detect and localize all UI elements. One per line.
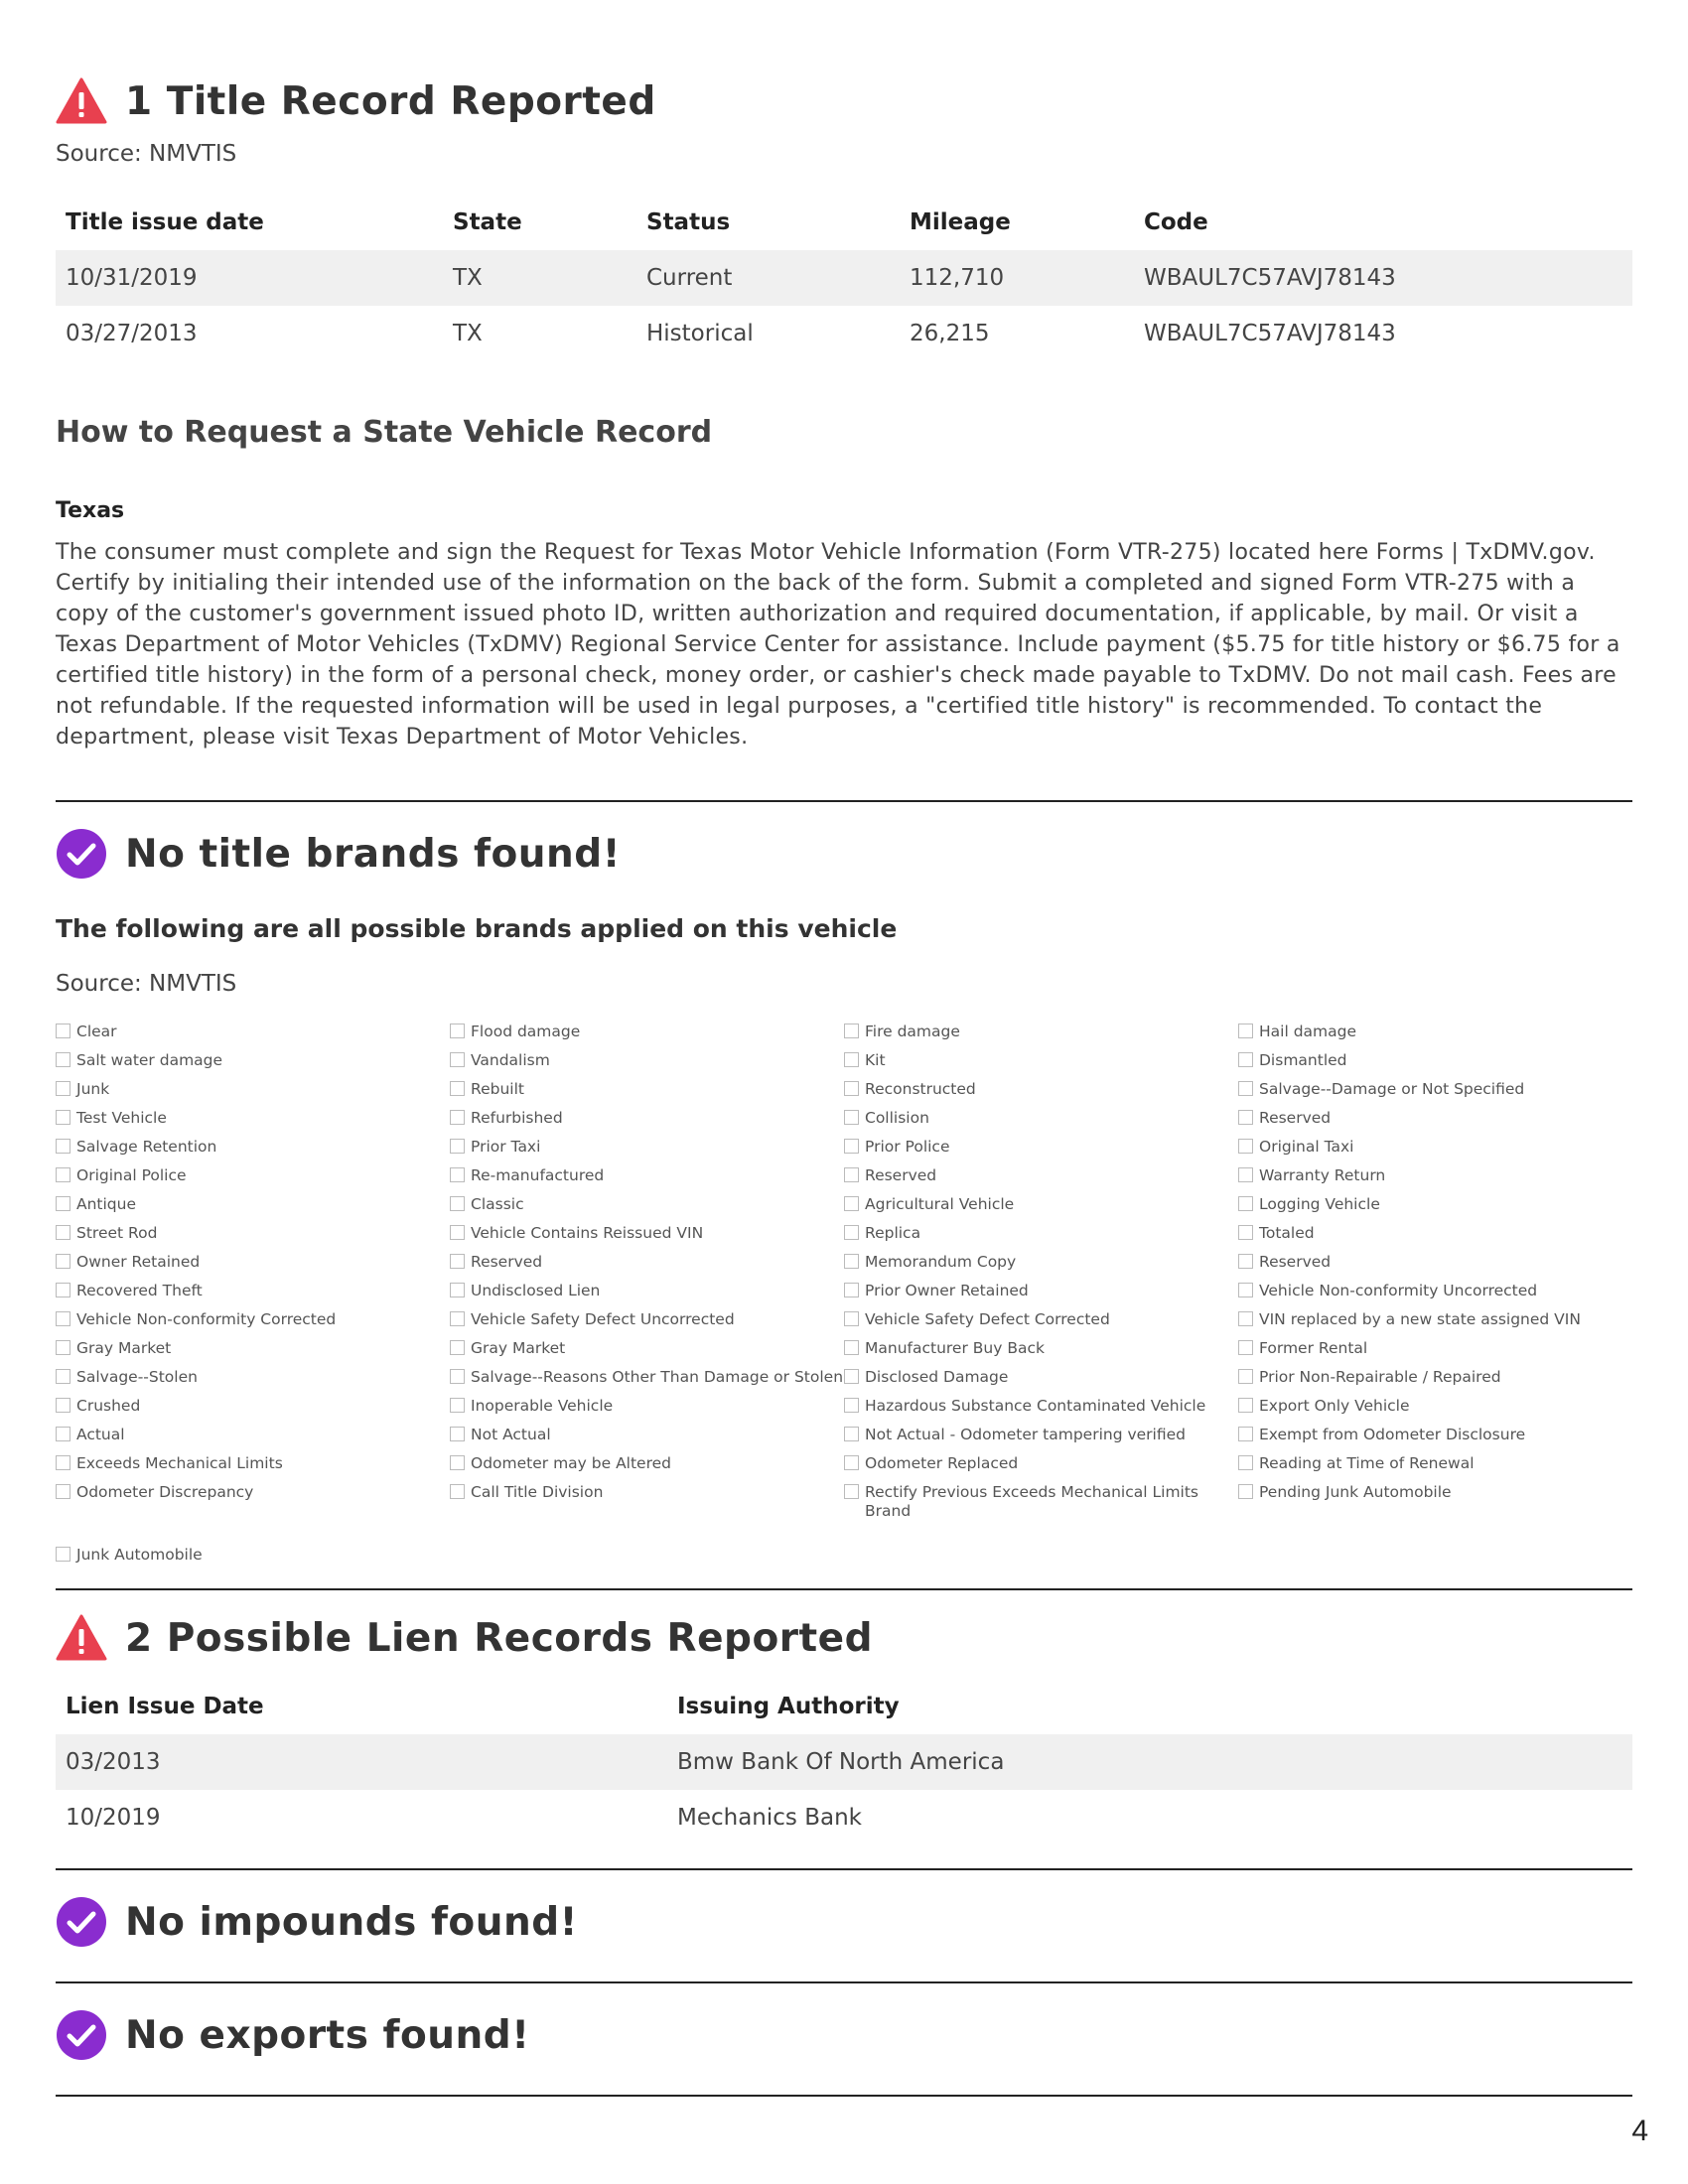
checkbox-icon[interactable] — [1238, 1225, 1253, 1240]
brand-label: Refurbished — [471, 1109, 563, 1127]
brand-label: Warranty Return — [1259, 1166, 1386, 1184]
checkbox-icon[interactable] — [1238, 1311, 1253, 1326]
brand-label: Rectify Previous Exceeds Mechanical Limits Brand — [865, 1483, 1198, 1520]
checkbox-icon[interactable] — [450, 1081, 465, 1096]
brand-checkbox-item[interactable] — [56, 1220, 450, 1249]
mileage: 112,710 — [900, 250, 1134, 306]
checkbox-icon[interactable] — [844, 1110, 859, 1125]
brand-label: Hail damage — [1259, 1023, 1357, 1040]
brand-label: Antique — [76, 1195, 137, 1213]
brand-label: Collision — [865, 1109, 929, 1127]
brand-checkbox-item[interactable] — [56, 1306, 450, 1335]
checkbox-icon[interactable] — [1238, 1167, 1253, 1182]
brand-checkbox-item[interactable] — [450, 1306, 844, 1335]
brand-checkbox-item[interactable] — [844, 1249, 1238, 1278]
checkbox-icon[interactable] — [844, 1398, 859, 1413]
checkbox-icon[interactable] — [1238, 1081, 1253, 1096]
brand-checkbox-item[interactable] — [1238, 1220, 1632, 1249]
brand-label: Vehicle Contains Reissued VIN — [471, 1224, 704, 1242]
brand-label: Junk — [76, 1080, 110, 1098]
checkbox-icon[interactable] — [1238, 1196, 1253, 1211]
brand-label: Owner Retained — [76, 1253, 201, 1271]
brand-checkbox-item[interactable] — [56, 1191, 450, 1220]
checkbox-icon[interactable] — [1238, 1052, 1253, 1067]
checkbox-icon[interactable] — [1238, 1455, 1253, 1470]
lien-heading — [56, 1614, 873, 1662]
checkbox-icon[interactable] — [56, 1369, 70, 1384]
brand-label: Flood damage — [471, 1023, 581, 1040]
brand-label: Pending Junk Automobile — [1259, 1483, 1452, 1501]
brand-label: Export Only Vehicle — [1259, 1397, 1410, 1415]
checkbox-icon[interactable] — [56, 1484, 70, 1499]
brand-label: Salvage Retention — [76, 1138, 217, 1156]
check-circle-icon — [56, 2009, 107, 2061]
checkbox-icon[interactable] — [450, 1484, 465, 1499]
checkbox-icon[interactable] — [844, 1340, 859, 1355]
brand-label: Vehicle Non-conformity Corrected — [76, 1310, 337, 1328]
brand-checkbox-item[interactable] — [450, 1450, 844, 1479]
brand-checkbox-item[interactable] — [844, 1162, 1238, 1191]
checkbox-icon[interactable] — [844, 1455, 859, 1470]
brand-label: Recovered Theft — [76, 1282, 203, 1299]
brands-heading — [56, 828, 621, 880]
brand-label: Logging Vehicle — [1259, 1195, 1380, 1213]
brand-label: Street Rod — [76, 1224, 158, 1242]
divider — [56, 1588, 1632, 1590]
brand-checkbox-item[interactable] — [844, 1479, 1238, 1521]
brand-label: Reserved — [865, 1166, 937, 1184]
divider — [56, 800, 1632, 802]
brand-checkbox-item[interactable] — [844, 1076, 1238, 1105]
title-record-source: Source: NMVTIS — [56, 141, 237, 167]
checkbox-icon[interactable] — [844, 1052, 859, 1067]
exports-heading — [56, 2009, 530, 2061]
checkbox-icon[interactable] — [56, 1196, 70, 1211]
checkbox-icon[interactable] — [56, 1547, 70, 1562]
exports-title: No exports found! — [125, 2012, 530, 2058]
brand-label: Reserved — [1259, 1253, 1332, 1271]
brand-label: Odometer may be Altered — [471, 1454, 671, 1472]
brand-checkbox-item[interactable] — [1238, 1047, 1632, 1076]
checkbox-icon[interactable] — [1238, 1110, 1253, 1125]
brand-label: Exempt from Odometer Disclosure — [1259, 1426, 1526, 1443]
state: TX — [453, 321, 483, 346]
brand-label: Salvage--Reasons Other Than Damage or Stolen — [471, 1368, 844, 1386]
checkbox-icon[interactable] — [844, 1311, 859, 1326]
checkbox-icon[interactable] — [450, 1167, 465, 1182]
brand-label: Gray Market — [471, 1339, 566, 1357]
checkbox-icon[interactable] — [56, 1167, 70, 1182]
checkbox-icon[interactable] — [844, 1369, 859, 1384]
brands-grid — [56, 1019, 1632, 1565]
checkbox-icon[interactable] — [844, 1283, 859, 1297]
brand-checkbox-item[interactable] — [1238, 1393, 1632, 1422]
brand-checkbox-item[interactable] — [56, 1450, 450, 1479]
brand-checkbox-item[interactable] — [56, 1278, 450, 1306]
brand-checkbox-item[interactable] — [450, 1134, 844, 1162]
brand-label: Dismantled — [1259, 1051, 1347, 1069]
brand-checkbox-item[interactable] — [56, 1105, 450, 1134]
checkbox-icon[interactable] — [450, 1196, 465, 1211]
brand-checkbox-item[interactable] — [844, 1450, 1238, 1479]
lien-title: 2 Possible Lien Records Reported — [125, 1615, 873, 1661]
checkbox-icon[interactable] — [450, 1052, 465, 1067]
status: Current — [636, 250, 900, 306]
impounds-heading — [56, 1896, 578, 1948]
brand-label: Disclosed Damage — [865, 1368, 1009, 1386]
brand-checkbox-item[interactable] — [450, 1364, 844, 1393]
brand-checkbox-item[interactable] — [56, 1019, 450, 1047]
brand-label: Exceeds Mechanical Limits — [76, 1454, 283, 1472]
title-table-header — [56, 195, 1632, 250]
brand-checkbox-item[interactable] — [1238, 1076, 1632, 1105]
brand-label: Salvage--Stolen — [76, 1368, 198, 1386]
brand-checkbox-item[interactable] — [450, 1335, 844, 1364]
divider — [56, 2095, 1632, 2097]
checkbox-icon[interactable] — [56, 1024, 70, 1038]
brand-checkbox-item[interactable] — [844, 1306, 1238, 1335]
brand-checkbox-item[interactable] — [450, 1191, 844, 1220]
title-issue-date: 03/27/2013 — [66, 321, 198, 346]
brand-checkbox-item[interactable] — [1238, 1249, 1632, 1278]
brand-checkbox-item[interactable] — [844, 1393, 1238, 1422]
brand-checkbox-item[interactable] — [56, 1249, 450, 1278]
title-issue-date: 10/31/2019 — [56, 250, 443, 306]
checkbox-icon[interactable] — [450, 1340, 465, 1355]
issuing-authority: Mechanics Bank — [677, 1805, 862, 1831]
brand-checkbox-item[interactable] — [56, 1335, 450, 1364]
state: TX — [443, 250, 636, 306]
checkbox-icon[interactable] — [1238, 1340, 1253, 1355]
checkbox-icon[interactable] — [844, 1024, 859, 1038]
brand-label: Fire damage — [865, 1023, 960, 1040]
checkbox-icon[interactable] — [56, 1455, 70, 1470]
code: WBAUL7C57AVJ78143 — [1144, 321, 1396, 346]
brand-checkbox-item[interactable] — [1238, 1422, 1632, 1450]
checkbox-icon[interactable] — [450, 1398, 465, 1413]
brand-checkbox-item[interactable] — [450, 1105, 844, 1134]
brand-label: Re-manufactured — [471, 1166, 605, 1184]
column-header: State — [453, 209, 522, 235]
brand-label: Reading at Time of Renewal — [1259, 1454, 1475, 1472]
checkbox-icon[interactable] — [844, 1196, 859, 1211]
status: Historical — [646, 321, 754, 346]
brand-label: Hazardous Substance Contaminated Vehicle — [865, 1397, 1206, 1415]
brand-checkbox-item[interactable] — [1238, 1364, 1632, 1393]
request-heading: How to Request a State Vehicle Record — [56, 415, 713, 450]
brand-checkbox-item[interactable] — [56, 1134, 450, 1162]
brand-checkbox-item[interactable] — [56, 1364, 450, 1393]
checkbox-icon[interactable] — [1238, 1484, 1253, 1499]
table-row — [56, 306, 1632, 361]
checkbox-icon[interactable] — [844, 1225, 859, 1240]
checkbox-icon[interactable] — [450, 1110, 465, 1125]
checkbox-icon[interactable] — [450, 1427, 465, 1441]
request-state: Texas — [56, 498, 125, 523]
checkbox-icon[interactable] — [450, 1254, 465, 1269]
brand-checkbox-item[interactable] — [450, 1479, 844, 1521]
brand-checkbox-item[interactable] — [844, 1422, 1238, 1450]
brand-label: Salt water damage — [76, 1051, 223, 1069]
brand-label: Kit — [865, 1051, 886, 1069]
brand-checkbox-item[interactable] — [844, 1105, 1238, 1134]
checkbox-icon[interactable] — [844, 1427, 859, 1441]
lien-table — [56, 1679, 1632, 1845]
checkbox-icon[interactable] — [844, 1254, 859, 1269]
brand-label: Not Actual - Odometer tampering verified — [865, 1426, 1187, 1443]
brand-label: Not Actual — [471, 1426, 551, 1443]
lien-issue-date: 03/2013 — [56, 1734, 667, 1790]
brand-label: Call Title Division — [471, 1483, 604, 1501]
column-header: Lien Issue Date — [66, 1694, 264, 1719]
brand-checkbox-item[interactable] — [844, 1278, 1238, 1306]
checkbox-icon[interactable] — [56, 1427, 70, 1441]
brand-checkbox-item[interactable] — [450, 1047, 844, 1076]
column-header: Title issue date — [66, 209, 264, 235]
brand-checkbox-item[interactable] — [1238, 1450, 1632, 1479]
divider — [56, 1981, 1632, 1983]
brand-label: Original Taxi — [1259, 1138, 1354, 1156]
divider — [56, 1868, 1632, 1870]
brand-checkbox-item[interactable] — [450, 1162, 844, 1191]
brand-checkbox-item[interactable] — [450, 1076, 844, 1105]
brand-checkbox-item[interactable] — [1238, 1162, 1632, 1191]
brand-checkbox-item[interactable] — [450, 1019, 844, 1047]
check-circle-icon — [56, 1896, 107, 1948]
column-header: Code — [1144, 209, 1208, 235]
brand-checkbox-item[interactable] — [56, 1162, 450, 1191]
brand-label: Manufacturer Buy Back — [865, 1339, 1045, 1357]
brand-checkbox-item[interactable] — [1238, 1105, 1632, 1134]
brand-label: Junk Automobile — [76, 1546, 203, 1564]
page-number: 4 — [1631, 2115, 1648, 2147]
brand-label: Prior Non-Repairable / Repaired — [1259, 1368, 1501, 1386]
checkbox-icon[interactable] — [450, 1139, 465, 1154]
brand-label: Original Police — [76, 1166, 187, 1184]
brand-label: Test Vehicle — [76, 1109, 167, 1127]
checkbox-icon[interactable] — [1238, 1398, 1253, 1413]
column-header: Status — [646, 209, 731, 235]
checkbox-icon[interactable] — [450, 1024, 465, 1038]
checkbox-icon[interactable] — [56, 1283, 70, 1297]
brand-checkbox-item[interactable] — [450, 1278, 844, 1306]
brand-label: Prior Police — [865, 1138, 950, 1156]
brands-source: Source: NMVTIS — [56, 971, 237, 997]
brand-label: Vehicle Non-conformity Uncorrected — [1259, 1282, 1538, 1299]
brand-label: Inoperable Vehicle — [471, 1397, 614, 1415]
brand-checkbox-item[interactable] — [1238, 1134, 1632, 1162]
brand-label: Odometer Discrepancy — [76, 1483, 254, 1501]
checkbox-icon[interactable] — [1238, 1139, 1253, 1154]
issuing-authority: Bmw Bank Of North America — [667, 1734, 1632, 1790]
brand-label: Rebuilt — [471, 1080, 524, 1098]
checkbox-icon[interactable] — [450, 1369, 465, 1384]
checkbox-icon[interactable] — [1238, 1283, 1253, 1297]
checkbox-icon[interactable] — [56, 1052, 70, 1067]
checkbox-icon[interactable] — [450, 1225, 465, 1240]
checkbox-icon[interactable] — [844, 1167, 859, 1182]
brand-label: Vehicle Safety Defect Uncorrected — [471, 1310, 735, 1328]
brand-label: Agricultural Vehicle — [865, 1195, 1015, 1213]
impounds-title: No impounds found! — [125, 1899, 578, 1945]
table-row — [56, 1790, 1632, 1845]
brand-checkbox-item[interactable] — [1238, 1306, 1632, 1335]
checkbox-icon[interactable] — [844, 1081, 859, 1096]
brand-checkbox-item[interactable] — [844, 1364, 1238, 1393]
brand-checkbox-item[interactable] — [844, 1220, 1238, 1249]
brand-checkbox-item[interactable] — [844, 1134, 1238, 1162]
column-header: Issuing Authority — [677, 1694, 900, 1719]
brand-label: Reserved — [471, 1253, 543, 1271]
checkbox-icon[interactable] — [1238, 1024, 1253, 1038]
checkbox-icon[interactable] — [56, 1311, 70, 1326]
title-record-title: 1 Title Record Reported — [125, 78, 656, 124]
brand-label: Classic — [471, 1195, 524, 1213]
code: WBAUL7C57AVJ78143 — [1134, 250, 1632, 306]
lien-table-header — [56, 1679, 1632, 1734]
checkbox-icon[interactable] — [56, 1225, 70, 1240]
brand-label: Vandalism — [471, 1051, 550, 1069]
checkbox-icon[interactable] — [450, 1455, 465, 1470]
checkbox-icon[interactable] — [844, 1139, 859, 1154]
title-record-table — [56, 195, 1632, 361]
brand-checkbox-item[interactable] — [1238, 1019, 1632, 1047]
checkbox-icon[interactable] — [56, 1139, 70, 1154]
checkbox-icon[interactable] — [56, 1340, 70, 1355]
brand-checkbox-item[interactable] — [56, 1047, 450, 1076]
brand-label: Actual — [76, 1426, 125, 1443]
column-header: Mileage — [910, 209, 1011, 235]
check-circle-icon — [56, 828, 107, 880]
brand-checkbox-item[interactable] — [1238, 1278, 1632, 1306]
checkbox-icon[interactable] — [844, 1484, 859, 1499]
checkbox-icon[interactable] — [1238, 1427, 1253, 1441]
brand-checkbox-item[interactable] — [450, 1220, 844, 1249]
brand-label: Crushed — [76, 1397, 141, 1415]
brand-checkbox-item[interactable] — [450, 1393, 844, 1422]
checkbox-icon[interactable] — [56, 1110, 70, 1125]
checkbox-icon[interactable] — [56, 1254, 70, 1269]
title-record-heading — [56, 77, 656, 125]
brand-checkbox-item[interactable] — [1238, 1191, 1632, 1220]
brand-label: Former Rental — [1259, 1339, 1368, 1357]
checkbox-icon[interactable] — [56, 1398, 70, 1413]
lien-issue-date: 10/2019 — [66, 1805, 161, 1831]
checkbox-icon[interactable] — [1238, 1254, 1253, 1269]
brand-checkbox-item[interactable] — [844, 1019, 1238, 1047]
table-row — [56, 1734, 1632, 1790]
checkbox-icon[interactable] — [450, 1311, 465, 1326]
brand-checkbox-item[interactable] — [844, 1047, 1238, 1076]
brand-label: Vehicle Safety Defect Corrected — [865, 1310, 1110, 1328]
brand-checkbox-item[interactable] — [56, 1422, 450, 1450]
brand-checkbox-item[interactable] — [1238, 1335, 1632, 1364]
brand-label: Salvage--Damage or Not Specified — [1259, 1080, 1525, 1098]
brand-checkbox-item[interactable] — [56, 1393, 450, 1422]
brand-label: Replica — [865, 1224, 921, 1242]
brands-title: No title brands found! — [125, 831, 621, 877]
brand-label: Undisclosed Lien — [471, 1282, 601, 1299]
brand-checkbox-item[interactable] — [56, 1479, 450, 1521]
request-paragraph: The consumer must complete and sign the Request for Texas Motor Vehicle Information (Form VTR-275) located here Forms | TxDMV.gov. Certify by initialing their intended use of the information on the back of the form. Submit a completed and signed Form VTR-275 with a copy of the customer's government issued photo ID, written authorization and required documentation, if applicable, by mail. Or visit a Texas Department of Motor Vehicles (TxDMV) Regional Service Center for assistance. Include payment ($5.75 for title history or $6.75 for a certified title history) in the form of a personal check, money order, or cashier's check made payable to TxDMV. Do not mail cash. Fees are not refundable. If the requested information will be used in legal purposes, a "certified title history" is recommended. To contact the department, please visit Texas Department of Motor Vehicles. — [56, 540, 1620, 750]
brand-checkbox-item[interactable] — [1238, 1479, 1632, 1521]
warning-triangle-icon — [56, 77, 107, 125]
brand-label: Odometer Replaced — [865, 1454, 1019, 1472]
brand-label: Totaled — [1259, 1224, 1315, 1242]
brand-label: Memorandum Copy — [865, 1253, 1017, 1271]
brand-label: Clear — [76, 1023, 117, 1040]
brand-checkbox-item[interactable] — [450, 1422, 844, 1450]
brand-label: Prior Taxi — [471, 1138, 541, 1156]
brand-label: Gray Market — [76, 1339, 172, 1357]
checkbox-icon[interactable] — [56, 1081, 70, 1096]
brand-label: Reconstructed — [865, 1080, 976, 1098]
brand-checkbox-item[interactable] — [56, 1076, 450, 1105]
brand-label: Reserved — [1259, 1109, 1332, 1127]
brand-checkbox-item[interactable] — [844, 1191, 1238, 1220]
brand-label: Prior Owner Retained — [865, 1282, 1029, 1299]
table-row — [56, 250, 1632, 306]
brand-checkbox-item[interactable] — [450, 1249, 844, 1278]
brand-label: VIN replaced by a new state assigned VIN — [1259, 1310, 1581, 1328]
mileage: 26,215 — [910, 321, 990, 346]
checkbox-icon[interactable] — [450, 1283, 465, 1297]
brands-subheading: The following are all possible brands applied on this vehicle — [56, 914, 898, 943]
brand-checkbox-item[interactable] — [56, 1542, 450, 1565]
checkbox-icon[interactable] — [1238, 1369, 1253, 1384]
warning-triangle-icon — [56, 1614, 107, 1662]
brand-checkbox-item[interactable] — [844, 1335, 1238, 1364]
